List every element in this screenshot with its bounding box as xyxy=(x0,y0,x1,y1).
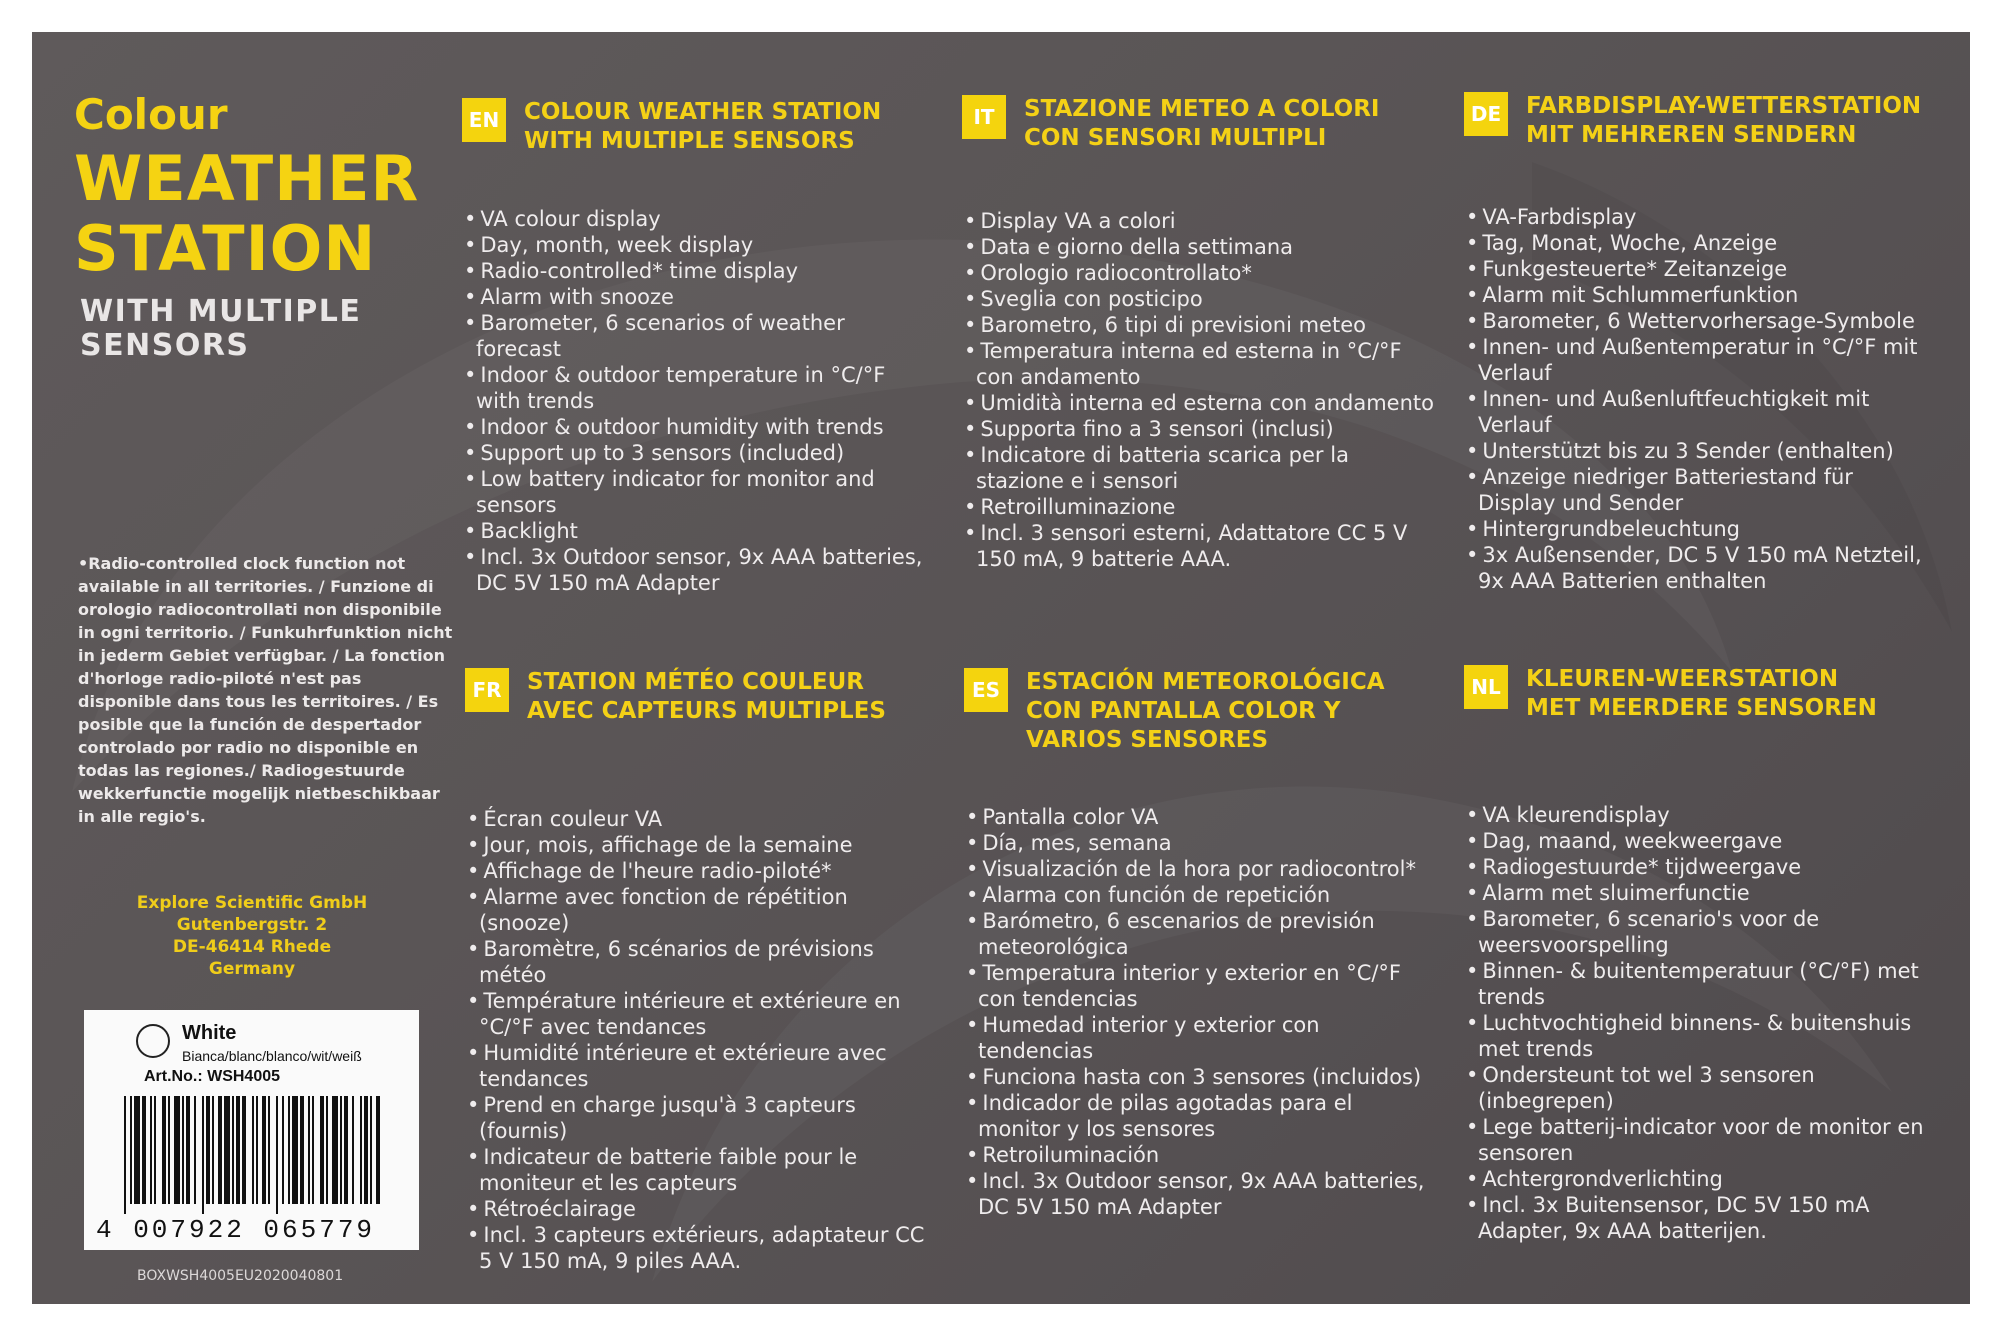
feature-item: • Low battery indicator for monitor and sensors xyxy=(464,466,934,518)
feature-item: • Alarme avec fonction de répétition (snooze) xyxy=(467,884,937,936)
country: Germany xyxy=(208,959,296,979)
feature-item: • Day, month, week display xyxy=(464,232,934,258)
lang-badge: EN xyxy=(462,98,506,142)
lang-title-line2: CON PANTALLA COLOR Y xyxy=(1026,698,1341,724)
feature-item: • Alarm mit Schlummerfunktion xyxy=(1466,282,1936,308)
lang-title-line2: CON SENSORI MULTIPLI xyxy=(1024,125,1327,151)
feature-item: • Baromètre, 6 scénarios de prévisions météo xyxy=(467,936,937,988)
lang-title xyxy=(1526,665,1877,723)
feature-item: • VA-Farbdisplay xyxy=(1466,204,1936,230)
color-check-circle-icon xyxy=(136,1024,170,1058)
feature-list xyxy=(966,804,1436,1220)
feature-item: • Binnen- & buitentemperatuur (°C/°F) met trends xyxy=(1466,958,1936,1010)
feature-item: • Tag, Monat, Woche, Anzeige xyxy=(1466,230,1936,256)
title-subtitle-line2: SENSORS xyxy=(80,328,250,363)
box-code: BOXWSH4005EU2020040801 xyxy=(137,1268,344,1284)
feature-item: • Barometro, 6 tipi di previsioni meteo xyxy=(964,312,1434,338)
barcode-bar xyxy=(352,1096,354,1204)
title-colour: Colour xyxy=(74,90,228,139)
barcode-bar xyxy=(168,1096,170,1204)
feature-item: • Incl. 3x Outdoor sensor, 9x AAA batteries, DC 5V 150 mA Adapter xyxy=(966,1168,1436,1220)
feature-list xyxy=(464,206,934,596)
feature-item: • Innen- und Außenluftfeuchtigkeit mit Verlauf xyxy=(1466,386,1936,438)
feature-item: • 3x Außensender, DC 5 V 150 mA Netzteil, 9x AAA Batterien enthalten xyxy=(1466,542,1936,594)
feature-item: • Prend en charge jusqu'à 3 capteurs (fournis) xyxy=(467,1092,937,1144)
feature-item: • Hintergrundbeleuchtung xyxy=(1466,516,1936,542)
feature-item: • Funkgesteuerte* Zeitanzeige xyxy=(1466,256,1936,282)
lang-badge: ES xyxy=(964,668,1008,712)
feature-item: • Humidité intérieure et extérieure avec tendances xyxy=(467,1040,937,1092)
barcode-bar xyxy=(370,1096,372,1204)
feature-item: • Rétroéclairage xyxy=(467,1196,937,1222)
lang-title-line2: MIT MEHREREN SENDERN xyxy=(1526,122,1857,148)
feature-item: • Indicateur de batterie faible pour le moniteur et les capteurs xyxy=(467,1144,937,1196)
feature-item: • Incl. 3x Outdoor sensor, 9x AAA batteries, DC 5V 150 mA Adapter xyxy=(464,544,934,596)
feature-item: • Radio-controlled* time display xyxy=(464,258,934,284)
barcode-bar xyxy=(312,1096,314,1204)
feature-item: • Alarm met sluimerfunctie xyxy=(1466,880,1936,906)
street: Gutenbergstr. 2 xyxy=(176,915,328,935)
barcode-bar xyxy=(326,1096,328,1204)
barcode-bar xyxy=(212,1096,214,1204)
barcode-bar xyxy=(130,1096,132,1204)
feature-item: • Indicatore di batteria scarica per la stazione e i sensori xyxy=(964,442,1434,494)
lang-title-line1: COLOUR WEATHER STATION xyxy=(524,99,882,125)
barcode-bar xyxy=(202,1096,204,1214)
feature-item: • Barometer, 6 scenarios of weather forecast xyxy=(464,310,934,362)
barcode-bar xyxy=(292,1096,298,1204)
title-weather: WEATHER xyxy=(74,142,420,215)
feature-item: • Retroiluminación xyxy=(966,1142,1436,1168)
barcode-bar xyxy=(268,1096,270,1204)
feature-item: • Umidità interna ed esterna con andamento xyxy=(964,390,1434,416)
feature-item: • Affichage de l'heure radio-piloté* xyxy=(467,858,937,884)
barcode-bar xyxy=(344,1096,348,1204)
feature-item: • Écran couleur VA xyxy=(467,806,937,832)
lang-title xyxy=(1526,92,1921,150)
feature-list xyxy=(1466,204,1936,594)
company-name: Explore Scientific GmbH xyxy=(136,893,368,913)
barcode-bar xyxy=(186,1096,190,1204)
feature-item: • Alarm with snooze xyxy=(464,284,934,310)
barcode-bar xyxy=(276,1096,278,1214)
feature-list xyxy=(467,806,937,1274)
barcode-bar xyxy=(360,1096,362,1204)
lang-title-line1: ESTACIÓN METEOROLÓGICA xyxy=(1026,669,1385,695)
lang-title-line2: WITH MULTIPLE SENSORS xyxy=(524,128,855,154)
lang-badge: IT xyxy=(962,95,1006,139)
color-name: White xyxy=(182,1022,237,1044)
barcode-bar xyxy=(300,1096,304,1204)
feature-item: • Température intérieure et extérieure en °C/°F avec tendances xyxy=(467,988,937,1040)
feature-item: • Lege batterij-indicator voor de monitor en sensoren xyxy=(1466,1114,1936,1166)
feature-item: • Dag, maand, weekweergave xyxy=(1466,828,1936,854)
feature-item: • Temperatura interna ed esterna in °C/°F con andamento xyxy=(964,338,1434,390)
feature-list xyxy=(1466,802,1936,1244)
barcode-bar xyxy=(232,1096,234,1204)
barcode-bar xyxy=(252,1096,254,1204)
barcode-bar xyxy=(256,1096,258,1204)
feature-item: • Incl. 3 sensori esterni, Adattatore CC 5 V 150 mA, 9 batterie AAA. xyxy=(964,520,1434,572)
barcode-bar xyxy=(376,1096,380,1204)
feature-item: • Anzeige niedriger Batteriestand für Display und Sender xyxy=(1466,464,1936,516)
feature-item: • VA colour display xyxy=(464,206,934,232)
feature-item: • Backlight xyxy=(464,518,934,544)
feature-item: • Humedad interior y exterior con tendencias xyxy=(966,1012,1436,1064)
article-number: Art.No.: WSH4005 xyxy=(144,1068,281,1085)
barcode-bar xyxy=(308,1096,310,1204)
color-translations: Bianca/blanc/blanco/wit/weiß xyxy=(182,1048,362,1064)
city: DE-46414 Rhede xyxy=(172,937,332,957)
lang-title-line2: AVEC CAPTEURS MULTIPLES xyxy=(527,698,886,724)
feature-item: • Retroilluminazione xyxy=(964,494,1434,520)
barcode-bar xyxy=(242,1096,246,1204)
barcode-bar xyxy=(332,1096,338,1204)
feature-item: • Barómetro, 6 escenarios de previsión meteorológica xyxy=(966,908,1436,960)
feature-item: • Supporta fino a 3 sensori (inclusi) xyxy=(964,416,1434,442)
barcode-bar xyxy=(288,1096,290,1204)
feature-item: • Día, mes, semana xyxy=(966,830,1436,856)
lang-title-line3: VARIOS SENSORES xyxy=(1026,727,1269,753)
feature-item: • Sveglia con posticipo xyxy=(964,286,1434,312)
barcode-bar xyxy=(224,1096,230,1204)
lang-badge: FR xyxy=(465,668,509,712)
feature-item: • Unterstützt bis zu 3 Sender (enthalten) xyxy=(1466,438,1936,464)
feature-item: • Incl. 3 capteurs extérieurs, adaptateur CC 5 V 150 mA, 9 piles AAA. xyxy=(467,1222,937,1274)
barcode-bar xyxy=(262,1096,266,1204)
barcode-bar xyxy=(320,1096,324,1204)
barcode-bar xyxy=(282,1096,284,1204)
feature-item: • Data e giorno della settimana xyxy=(964,234,1434,260)
title-subtitle-line1: WITH MULTIPLE xyxy=(80,294,362,329)
feature-item: • Orologio radiocontrollato* xyxy=(964,260,1434,286)
feature-item: • Ondersteunt tot wel 3 sensoren (inbegrepen) xyxy=(1466,1062,1936,1114)
lang-title-line2: MET MEERDERE SENSOREN xyxy=(1526,695,1877,721)
feature-item: • Indicador de pilas agotadas para el monitor y los sensores xyxy=(966,1090,1436,1142)
barcode-bar xyxy=(174,1096,180,1204)
feature-item: • Alarma con función de repetición xyxy=(966,882,1436,908)
barcode-icon xyxy=(116,1096,386,1214)
lang-title xyxy=(524,98,881,156)
barcode-bar xyxy=(364,1096,368,1204)
feature-item: • Indoor & outdoor humidity with trends xyxy=(464,414,934,440)
barcode-bar xyxy=(134,1096,140,1204)
feature-item: • Temperatura interior y exterior en °C/°F con tendencias xyxy=(966,960,1436,1012)
product-sticker-label xyxy=(84,1010,419,1250)
feature-item: • Pantalla color VA xyxy=(966,804,1436,830)
barcode-bar xyxy=(194,1096,196,1204)
barcode-bar xyxy=(162,1096,166,1204)
barcode-bar xyxy=(154,1096,156,1204)
feature-item: • Achtergrondverlichting xyxy=(1466,1166,1936,1192)
feature-item: • Luchtvochtigheid binnens- & buitenshuis met trends xyxy=(1466,1010,1936,1062)
feature-item: • Jour, mois, affichage de la semaine xyxy=(467,832,937,858)
lang-title-line1: STATION MÉTÉO COULEUR xyxy=(527,669,864,695)
feature-item: • Display VA a colori xyxy=(964,208,1434,234)
feature-item: • Visualización de la hora por radiocontrol* xyxy=(966,856,1436,882)
feature-item: • Support up to 3 sensors (included) xyxy=(464,440,934,466)
lang-badge: DE xyxy=(1464,92,1508,136)
feature-item: • Funciona hasta con 3 sensores (incluidos) xyxy=(966,1064,1436,1090)
lang-title xyxy=(527,668,886,726)
barcode-bar xyxy=(124,1096,126,1214)
barcode-number: 4 007922 065779 xyxy=(96,1215,376,1245)
barcode-bar xyxy=(150,1096,152,1204)
lang-title-line1: STAZIONE METEO A COLORI xyxy=(1024,96,1380,122)
manufacturer-address xyxy=(112,892,392,980)
feature-item: • Indoor & outdoor temperature in °C/°F with trends xyxy=(464,362,934,414)
product-box-back xyxy=(32,32,1970,1304)
lang-title xyxy=(1024,95,1379,153)
barcode-bar xyxy=(142,1096,146,1204)
feature-item: • Innen- und Außentemperatur in °C/°F mit Verlauf xyxy=(1466,334,1936,386)
feature-item: • VA kleurendisplay xyxy=(1466,802,1936,828)
barcode-bar xyxy=(206,1096,210,1204)
barcode-bar xyxy=(218,1096,222,1204)
feature-item: • Barometer, 6 Wettervorhersage-Symbole xyxy=(1466,308,1936,334)
lang-title-line1: KLEUREN-WEERSTATION xyxy=(1526,666,1839,692)
barcode-bar xyxy=(236,1096,240,1204)
lang-badge: NL xyxy=(1464,665,1508,709)
barcode-bar xyxy=(340,1096,342,1204)
feature-list xyxy=(964,208,1434,572)
feature-item: • Radiogestuurde* tijdweergave xyxy=(1466,854,1936,880)
feature-item: • Barometer, 6 scenario's voor de weersvoorspelling xyxy=(1466,906,1936,958)
barcode-bar xyxy=(182,1096,184,1204)
feature-item: • Incl. 3x Buitensensor, DC 5V 150 mA Adapter, 9x AAA batterijen. xyxy=(1466,1192,1936,1244)
title-station: STATION xyxy=(74,212,377,285)
lang-title-line1: FARBDISPLAY-WETTERSTATION xyxy=(1526,93,1922,119)
lang-title xyxy=(1026,668,1385,755)
radio-clock-footnote: •Radio-controlled clock function not available in all territories. / Funzione di orologio radiocontrollati non disponibile in ogni territorio. / Funkuhrfunktion nicht in jederm Gebiet verfügbar. / La fonction d'horloge radio-piloté n'est pas disponible dans tous les territoires. / Es posible que la función de despertador controlado por radio no disponible en todas las regiones./ Radiogestuurde wekkerfunctie mogelijk nietbeschikbaar in alle regio's. xyxy=(78,554,453,826)
